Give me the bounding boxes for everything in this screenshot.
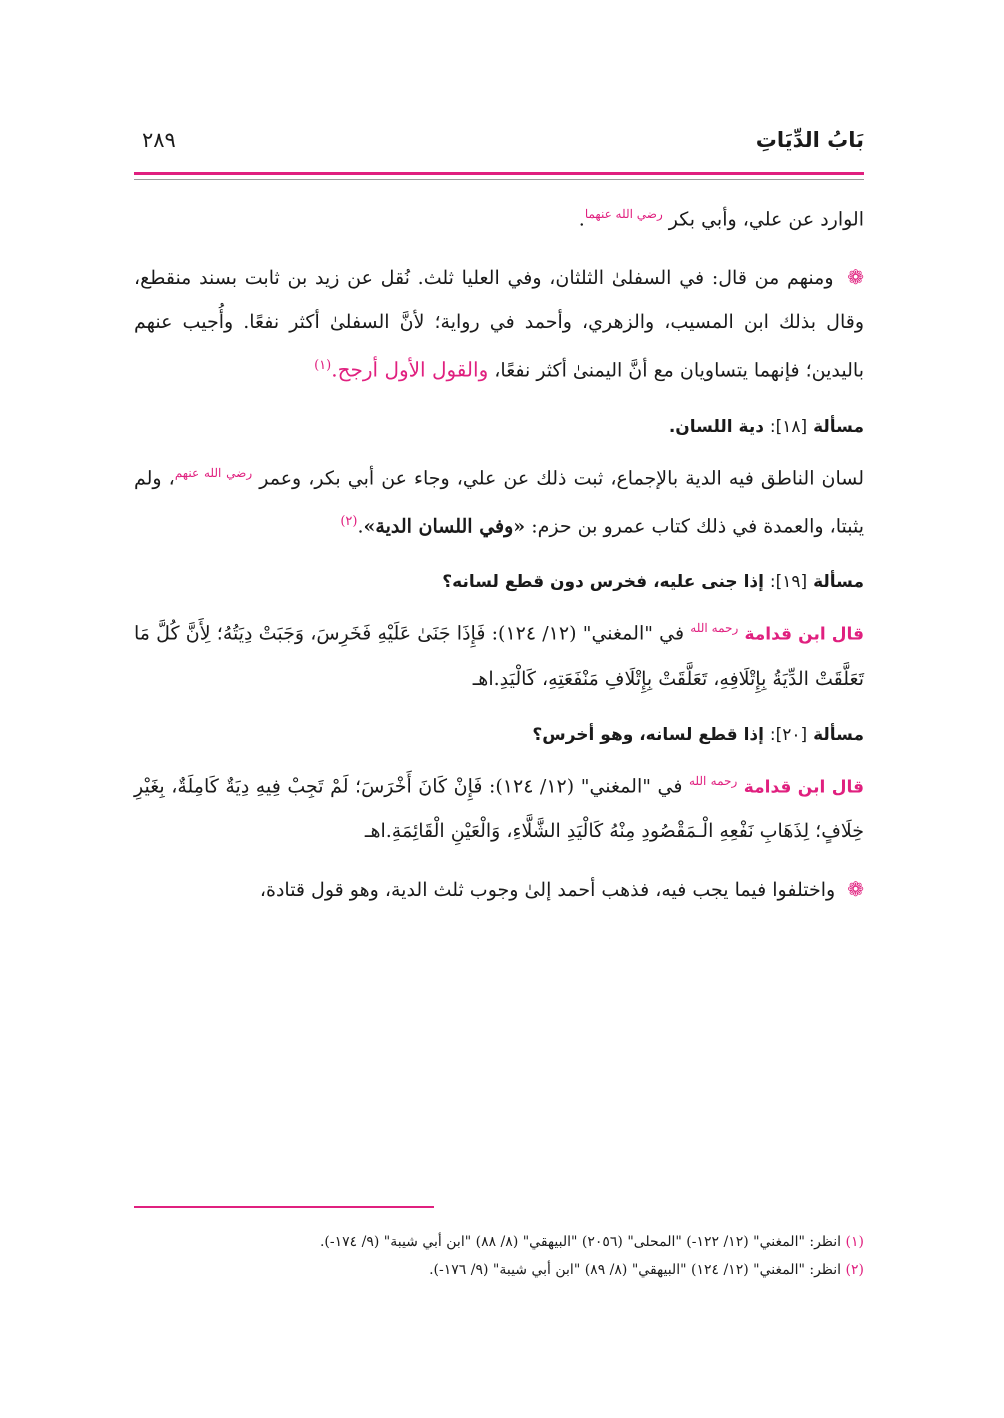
header-rule-thin [134, 179, 864, 180]
honorific: رضي الله عنهما [584, 207, 663, 221]
page-header [134, 128, 864, 168]
paragraph-2: ❁ ومنهم من قال: في السفلىٰ الثلثان، وفي العليا ثلث. نُقل عن زيد بن ثابت بسند منقطع، وقال بذلك ابن المسيب، والزهري، وأحمد في رواية؛ لأنَّ السفلىٰ أكثر نفعًا. وأُجيب عنهم باليدين؛ فإنهما يتساويان مع أنَّ اليمنىٰ أكثر نفعًا، والقول الأول أرجح.$^{(١)}$ [134, 265, 864, 382]
paragraph-1: الوارد عن علي، وأبي بكر $^{رضي الله عنهما}$. [578, 207, 864, 231]
masala-18-text: لسان الناطق فيه الدية بالإجماع، ثبت ذلك عن علي، وجاء عن أبي بكر، وعمر $^{رضي الله عنهم}$، ولم يثبتا، والعمدة في ذلك كتاب عمرو بن حزم: «وفي اللسان الدية».$^{(٢)}$ [134, 465, 865, 538]
hadith-quote: «وفي اللسان الدية» [363, 515, 526, 538]
honorific: رحمه الله [690, 621, 739, 636]
masala-19-text: قال ابن قدامة $^{رحمه الله}$ في "المغني" (١٢/ ١٢٤): فَإِذَا جَنَىٰ عَلَيْهِ فَخَرِسَ، وَجَبَتْ دِيَتُهُ؛ لِأَنَّ كُلَّ مَا تَعَلَّقَتْ الدِّيَةُ بِإِتْلَافِهِ، تَعَلَّقَتْ بِإِتْلَافِ مَنْفَعَتِهِ، كَالْيَدِ.اهـ [134, 621, 864, 690]
honorific: رضي الله عنهم [174, 465, 253, 480]
header-rule-thick [134, 172, 864, 175]
speaker-name: قال ابن قدامة [744, 624, 864, 645]
paragraph-last: ❁ واختلفوا فيما يجب فيه، فذهب أحمد إلىٰ وجوب ثلث الدية، وهو قول قتادة، [259, 876, 864, 901]
footnotes [134, 1228, 864, 1284]
conclusion-text: والقول الأول أرجح. [331, 357, 489, 382]
masala-20-text: قال ابن قدامة $^{رحمه الله}$ في "المغني" (١٢/ ١٢٤): فَإِنْ كَانَ أَخْرَسَ؛ لَمْ تَجِبْ فِيهِ دِيَةٌ كَامِلَةٌ، بِغَيْرِ خِلَافٍ؛ لِذَهَابِ نَفْعِهِ الْـمَقْصُودِ مِنْهُ كَالْيَدِ الشَّلَّاءِ، وَالْعَيْنِ الْقَائِمَةِ.اهـ [134, 773, 864, 842]
book-page [134, 0, 864, 1418]
footnote-ref-1: (١) [314, 358, 332, 374]
flower-ornament-icon: ❁ [847, 265, 864, 290]
flower-ornament-icon: ❁ [847, 876, 864, 901]
main-text [134, 192, 864, 926]
masala-heading-20: مسألة [٢٠]: إذا قطع لسانه، وهو أخرس؟ [532, 724, 864, 745]
honorific: رحمه الله [688, 773, 738, 788]
footnote-ref-2: (٢) [340, 513, 358, 529]
running-title: بَابُ الدِّيَاتِ [755, 128, 864, 152]
masala-heading-18: مسألة [١٨]: دية اللسان. [668, 416, 864, 437]
masala-heading-19: مسألة [١٩]: إذا جنى عليه، فخرس دون قطع لسانه؟ [442, 572, 864, 593]
page-number: ٢٨٩ [142, 128, 176, 152]
speaker-name: قال ابن قدامة [743, 776, 864, 797]
footnote-1: (١) انظر: "المغني" (١٢/ ١٢٢-) "المحلى" (٢٠٥٦) "البيهقي" (٨/ ٨٨) "ابن أبي شيبة" (٩/ ١٧٤-). [319, 1234, 864, 1250]
footnote-rule [134, 1206, 434, 1208]
footnote-2: (٢) انظر: "المغني" (١٢/ ١٢٤) "البيهقي" (٨/ ٨٩) "ابن أبي شيبة" (٩/ ١٧٦-). [429, 1262, 864, 1278]
